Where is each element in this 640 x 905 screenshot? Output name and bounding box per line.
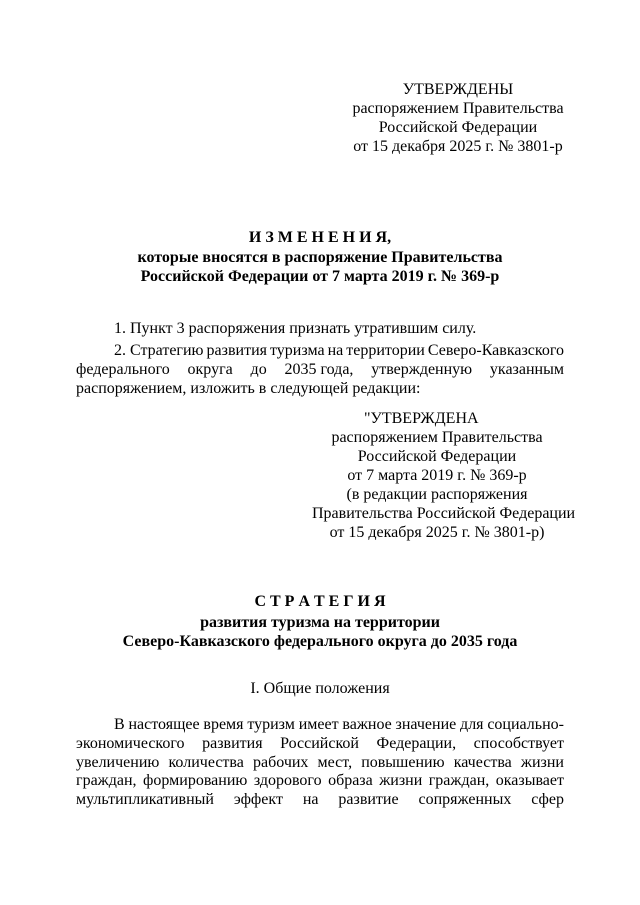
strategy-approval-line: от 15 декабря 2025 г. № 3801-р) [329,524,545,541]
paragraph-line [76,791,564,810]
approval-title: УТВЕРЖДЕНЫ [402,81,514,98]
word: сфер [531,791,564,809]
paragraph-line [76,716,564,735]
strategy-approval-line: Правительства Российской Федерации [312,505,576,522]
word: на [327,342,344,359]
word: развитие [338,791,399,809]
word: здорового [253,772,322,790]
word: жизни [520,753,564,771]
strategy-subtitle-line: Северо-Кавказского федерального округа до 2035 года [122,633,518,650]
word: на [302,791,319,809]
word: оказывает [495,772,564,790]
paragraph-line [76,735,564,754]
word: имеет [298,716,339,733]
item-2-line: распоряжением, изложить в следующей редакции: [76,380,421,397]
item-1 [76,319,564,338]
strategy-title: С Т Р А Т Е Г И Я [254,593,386,610]
word: Северо-Кавказского [427,342,564,359]
word: сопряженных [418,791,512,809]
strategy-approval-title: "УТВЕРЖДЕНА [364,410,479,427]
approval-block [338,80,578,156]
word: мест, [317,753,353,771]
strategy-subtitle-line: развития туризма на территории [200,614,440,631]
paragraph-line [76,772,564,791]
strategy-approval-block [312,409,576,542]
word: значение [395,716,457,733]
word: повышению [361,753,445,771]
word: экономического [76,734,185,752]
changes-subtitle-line: которые вносятся в распоряжение Правительства [137,249,503,266]
word: туризм [247,716,295,733]
word: Российской [280,734,359,752]
word: рабочих [252,753,309,771]
word: увеличению [76,753,160,771]
word: граждан, [428,772,490,790]
word: эффект [233,791,283,809]
section-paragraph [76,716,564,810]
word: Федерации, [376,734,457,752]
word: для [460,716,484,733]
word: социально- [487,716,564,733]
word: В [114,716,125,733]
word: способствует [473,734,564,752]
word: округа [187,361,233,378]
word: формированию [143,772,248,790]
word: образа [328,772,373,790]
changes-title-block [0,228,640,247]
strategy-approval-line: (в редакции распоряжения [346,486,528,503]
word: настоящее [128,716,200,733]
item-2 [76,341,564,398]
strategy-approval-line: от 7 марта 2019 г. № 369-р [347,467,527,484]
approval-line: Российской Федерации [378,119,538,136]
item-2-line [76,360,564,379]
strategy-approval-line: Российской Федерации [357,448,517,465]
word: жизни [379,772,423,790]
approval-line: от 15 декабря 2025 г. № 3801-р [353,138,563,155]
strategy-approval-line: распоряжением Правительства [331,429,543,446]
approval-line: распоряжением Правительства [352,100,564,117]
item-2-line [76,341,564,360]
word: федерального [76,361,170,378]
word: 2035 года, [284,361,354,378]
changes-title: И З М Е Н Е Н И Я, [248,229,392,246]
word: важное [342,716,392,733]
changes-subtitle [0,248,640,286]
word: развития [206,342,267,359]
word: мультипликативный [76,791,214,809]
word: 2. Стратегию [114,342,204,359]
section-heading: I. Общие положения [250,680,390,697]
section-heading-block [0,679,640,698]
word: граждан, [76,772,137,790]
strategy-title-block [0,592,640,611]
item-1-text: 1. Пункт 3 распоряжения признать утратившим силу. [114,320,477,337]
changes-subtitle-line: Российской Федерации от 7 марта 2019 г. № 369-р [140,268,500,285]
paragraph-line [76,754,564,773]
word: количества [168,753,244,771]
word: развития [202,734,263,752]
word: территории [346,342,425,359]
word: туризма [270,342,325,359]
word: качества [453,753,512,771]
word: время [203,716,244,733]
word: до [250,361,267,378]
word: указанным [489,361,564,378]
strategy-subtitle [0,613,640,651]
word: утвержденную [371,361,473,378]
